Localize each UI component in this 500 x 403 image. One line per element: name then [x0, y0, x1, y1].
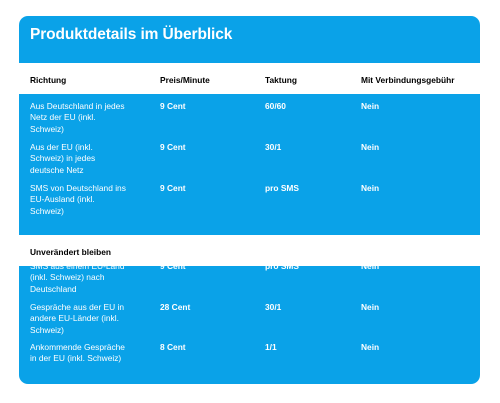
row-richtung: Ankommende Gespräche in der EU (inkl. Schweiz)	[30, 342, 125, 364]
row-gebuehr: Nein	[361, 101, 380, 111]
row-richtung: Aus Deutschland in jedes Netz der EU (inkl. Schweiz)	[30, 101, 125, 134]
column-header-taktung: Taktung	[265, 75, 297, 85]
row-richtung: SMS von Deutschland ins EU-Ausland (inkl. Schweiz)	[30, 183, 126, 216]
column-header-verbindungsgebuehr: Mit Verbindungsgebühr	[361, 75, 455, 85]
row-preis: 9 Cent	[160, 183, 186, 193]
row-preis: 8 Cent	[160, 342, 186, 352]
row-taktung: 30/1	[265, 302, 282, 312]
row-taktung: pro SMS	[265, 183, 299, 193]
product-details-panel	[19, 16, 480, 384]
column-header-preis: Preis/Minute	[160, 75, 210, 85]
row-gebuehr: Nein	[361, 142, 380, 152]
table-header	[19, 63, 480, 94]
row-gebuehr: Nein	[361, 261, 380, 271]
row-preis: 9 Cent	[160, 142, 186, 152]
row-richtung: Aus der EU (inkl. Schweiz) in jedes deutsche Netz	[30, 142, 96, 175]
row-gebuehr: Nein	[361, 342, 380, 352]
panel-title: Produktdetails im Überblick	[30, 26, 233, 43]
row-taktung: 30/1	[265, 142, 282, 152]
row-preis: 28 Cent	[160, 302, 191, 312]
row-richtung: SMS aus einem EU-Land (inkl. Schweiz) nach Deutschland	[30, 261, 125, 294]
column-header-richtung: Richtung	[30, 75, 67, 85]
row-taktung: 60/60	[265, 101, 286, 111]
row-preis: 9 Cent	[160, 101, 186, 111]
section-title: Unverändert bleiben	[30, 247, 111, 257]
row-taktung: 1/1	[265, 342, 277, 352]
row-gebuehr: Nein	[361, 302, 380, 312]
row-preis: 9 Cent	[160, 261, 186, 271]
row-taktung: pro SMS	[265, 261, 299, 271]
row-richtung: Gespräche aus der EU in andere EU-Länder (inkl. Schweiz)	[30, 302, 125, 335]
row-gebuehr: Nein	[361, 183, 380, 193]
